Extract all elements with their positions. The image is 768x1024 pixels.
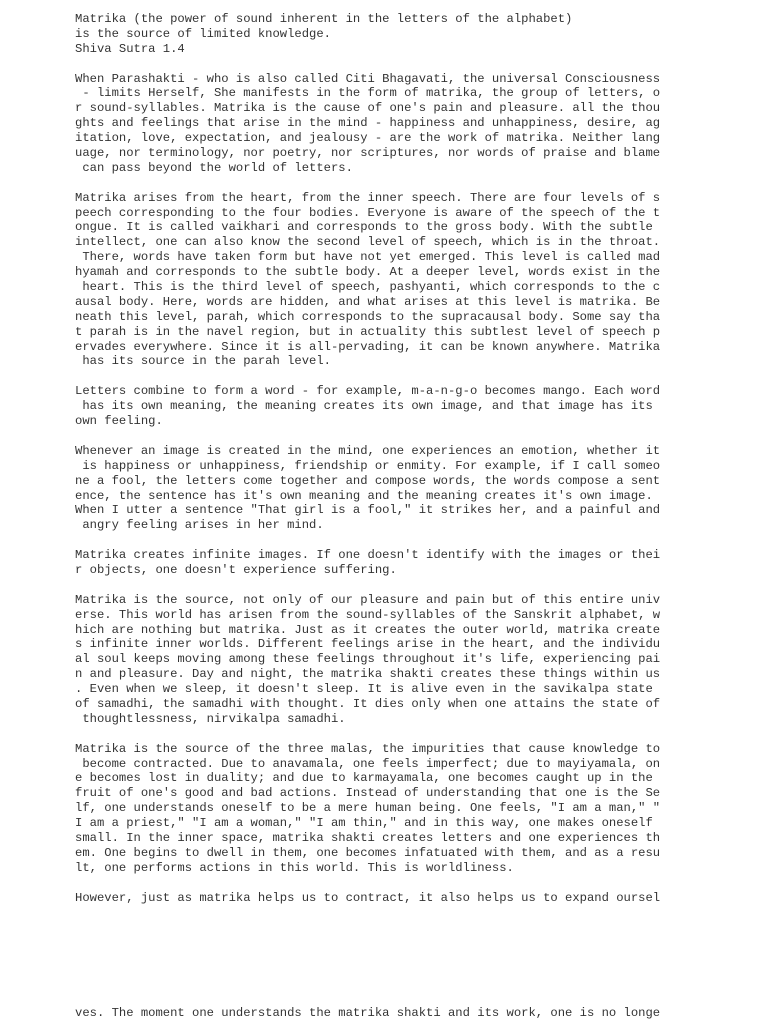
text-line: neath this level, parah, which corresponds to the supracausal body. Some say tha <box>75 309 661 324</box>
text-line: hyamah and corresponds to the subtle body. At a deeper level, words exist in the <box>75 265 661 280</box>
text-line: However, just as matrika helps us to contract, it also helps us to expand oursel <box>75 890 661 905</box>
text-line: itation, love, expectation, and jealousy - are the work of matrika. Neither lang <box>75 131 661 146</box>
text-line: When I utter a sentence "That girl is a fool," it strikes her, and a painful and <box>75 503 661 518</box>
page-bottom-line: ves. The moment one understands the matrika shakti and its work, one is no longe <box>75 1006 661 1020</box>
paragraph <box>75 444 675 533</box>
paragraph <box>75 384 675 429</box>
document-body <box>75 12 675 920</box>
text-line: There, words have taken form but have not yet emerged. This level is called mad <box>75 250 661 265</box>
text-line: ongue. It is called vaikhari and corresponds to the gross body. With the subtle <box>75 220 653 235</box>
text-line: is the source of limited knowledge. <box>75 26 331 41</box>
text-line: can pass beyond the world of letters. <box>75 160 353 175</box>
text-line: Matrika (the power of sound inherent in the letters of the alphabet) <box>75 12 573 26</box>
text-line: I am a priest," "I am a woman," "I am thin," and in this way, one makes oneself <box>75 816 653 831</box>
text-line: When Parashakti - who is also called Citi Bhagavati, the universal Consciousness <box>75 71 661 86</box>
text-line: Matrika is the source, not only of our pleasure and pain but of this entire univ <box>75 592 661 607</box>
text-line: ne a fool, the letters come together and compose words, the words compose a sent <box>75 473 661 488</box>
text-line: r objects, one doesn't experience suffering. <box>75 562 397 577</box>
text-line: lt, one performs actions in this world. This is worldliness. <box>75 860 514 875</box>
text-line: heart. This is the third level of speech, pashyanti, which corresponds to the c <box>75 280 661 295</box>
text-line: peech corresponding to the four bodies. Everyone is aware of the speech of the t <box>75 205 661 220</box>
text-line: ghts and feelings that arise in the mind - happiness and unhappiness, desire, ag <box>75 116 661 131</box>
text-line: become contracted. Due to anavamala, one feels imperfect; due to mayiyamala, on <box>75 756 661 771</box>
text-line: t parah is in the navel region, but in actuality this subtlest level of speech p <box>75 324 661 339</box>
text-line: s infinite inner worlds. Different feelings arise in the heart, and the individu <box>75 637 661 652</box>
text-line: Letters combine to form a word - for example, m-a-n-g-o becomes mango. Each word <box>75 384 661 399</box>
text-line: lf, one understands oneself to be a mere human being. One feels, "I am a man," " <box>75 801 661 816</box>
text-line: Matrika creates infinite images. If one doesn't identify with the images or thei <box>75 548 661 563</box>
paragraph <box>75 191 675 370</box>
text-line: em. One begins to dwell in them, one becomes infatuated with them, and as a resu <box>75 845 661 860</box>
text-line: al soul keeps moving among these feelings throughout it's life, experiencing pai <box>75 652 661 667</box>
text-line: is happiness or unhappiness, friendship or enmity. For example, if I call someo <box>75 458 661 473</box>
paragraph <box>75 72 675 176</box>
text-line: . Even when we sleep, it doesn't sleep. It is alive even in the savikalpa state <box>75 682 653 697</box>
text-line: ence, the sentence has it's own meaning and the meaning creates it's own image. <box>75 488 653 503</box>
text-line: r sound-syllables. Matrika is the cause of one's pain and pleasure. all the thou <box>75 101 661 116</box>
text-line: of samadhi, the samadhi with thought. It dies only when one attains the state of <box>75 696 661 711</box>
text-line: small. In the inner space, matrika shakti creates letters and one experiences th <box>75 830 661 845</box>
text-line: e becomes lost in duality; and due to karmayamala, one becomes caught up in the <box>75 771 653 786</box>
text-line: hich are nothing but matrika. Just as it creates the outer world, matrika create <box>75 622 661 637</box>
text-line: Matrika is the source of the three malas, the impurities that cause knowledge to <box>75 741 661 756</box>
text-line: ervades everywhere. Since it is all-pervading, it can be known anywhere. Matrika <box>75 339 661 354</box>
text-line: n and pleasure. Day and night, the matrika shakti creates these things within us <box>75 667 661 682</box>
text-line: intellect, one can also know the second level of speech, which is in the throat. <box>75 235 661 250</box>
paragraph <box>75 593 675 727</box>
text-line: uage, nor terminology, nor poetry, nor scriptures, nor words of praise and blame <box>75 146 661 161</box>
paragraph <box>75 891 675 906</box>
text-line: erse. This world has arisen from the sound-syllables of the Sanskrit alphabet, w <box>75 607 661 622</box>
paragraph <box>75 742 675 876</box>
text-line: Shiva Sutra 1.4 <box>75 41 185 56</box>
text-line: angry feeling arises in her mind. <box>75 518 324 533</box>
text-line: thoughtlessness, nirvikalpa samadhi. <box>75 711 346 726</box>
text-line: Whenever an image is created in the mind, one experiences an emotion, whether it <box>75 443 661 458</box>
text-line: ausal body. Here, words are hidden, and what arises at this level is matrika. Be <box>75 294 661 309</box>
text-line: - limits Herself, She manifests in the form of matrika, the group of letters, o <box>75 86 661 101</box>
paragraph <box>75 548 675 578</box>
text-line: has its source in the parah level. <box>75 354 331 369</box>
text-line: own feeling. <box>75 414 163 429</box>
text-line: fruit of one's good and bad actions. Instead of understanding that one is the Se <box>75 786 661 801</box>
text-line: has its own meaning, the meaning creates its own image, and that image has its <box>75 399 653 414</box>
paragraph <box>75 12 675 57</box>
text-line: Matrika arises from the heart, from the inner speech. There are four levels of s <box>75 190 661 205</box>
